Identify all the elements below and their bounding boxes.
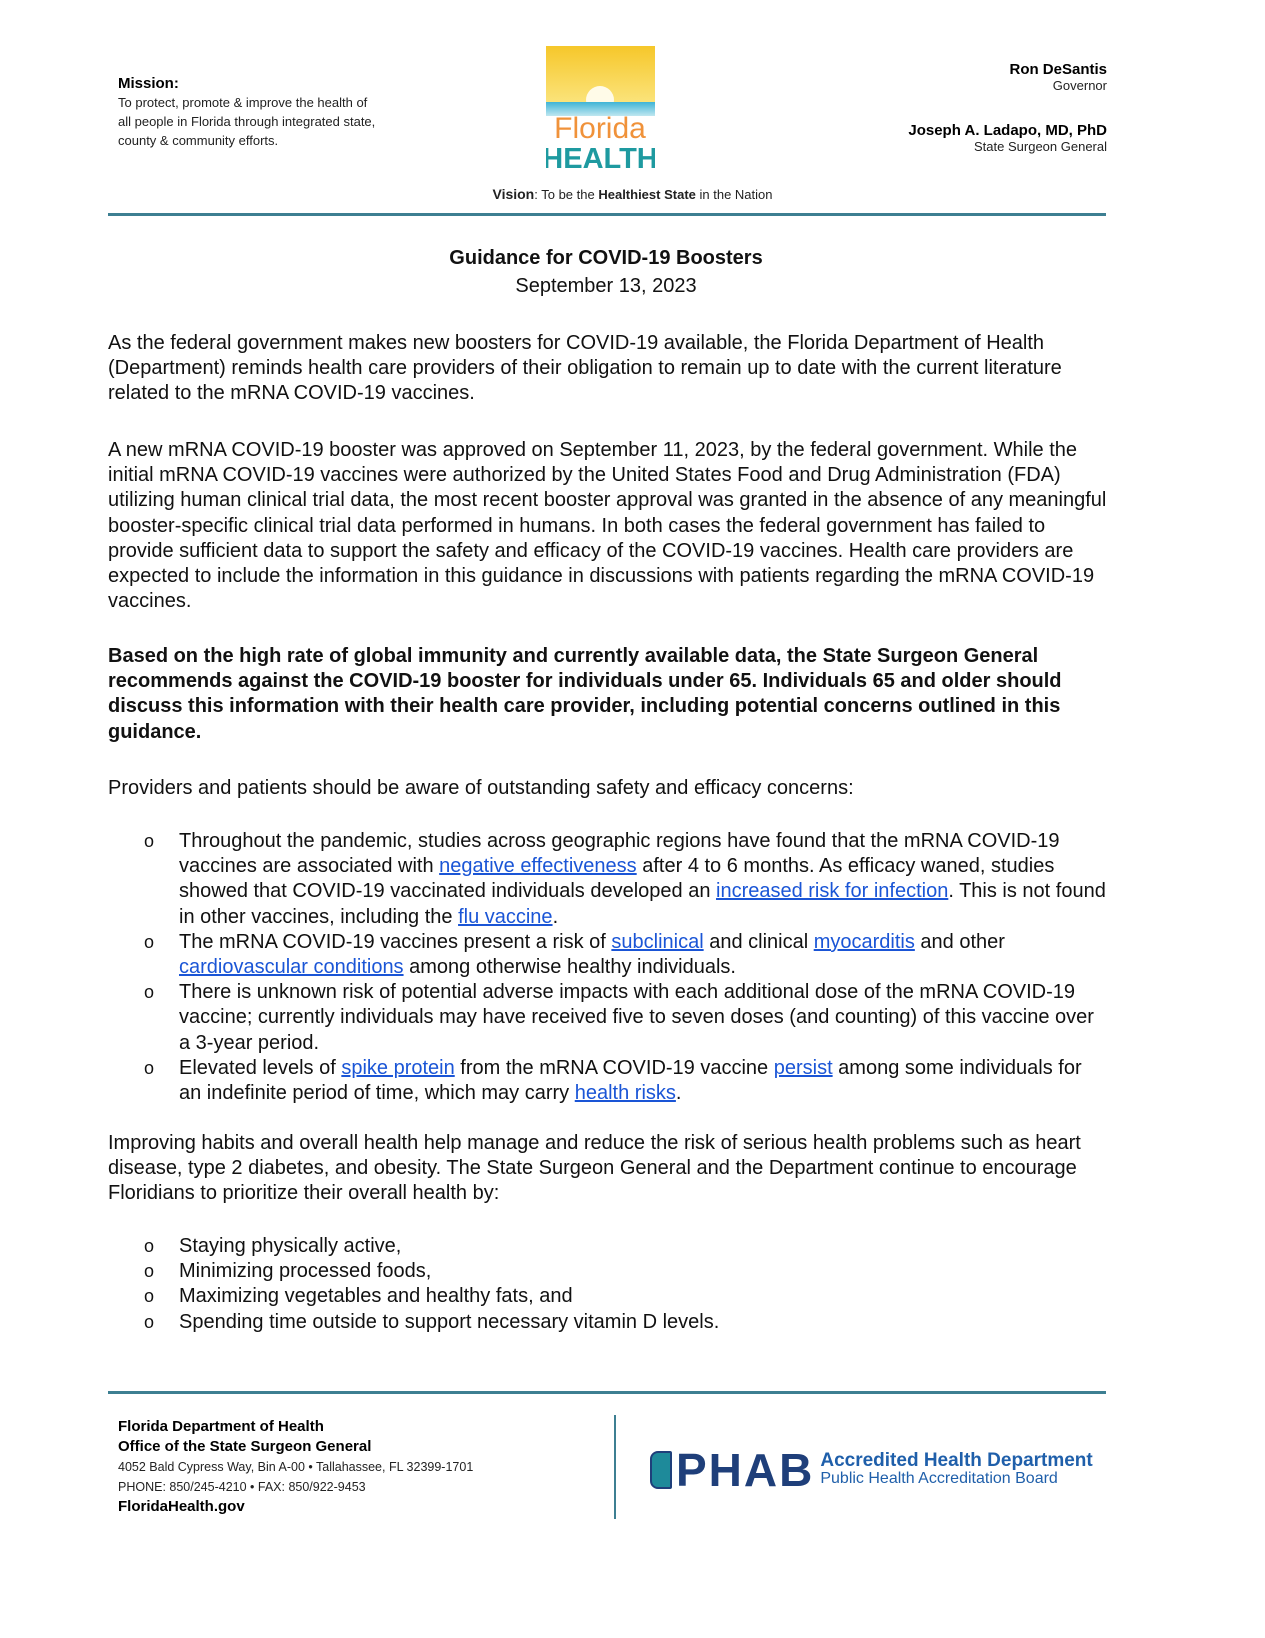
list-item: o Spending time outside to support necessary vitamin D levels. — [144, 1310, 720, 1333]
footer-address: 4052 Bald Cypress Way, Bin A-00 • Tallahassee, FL 32399-1701 — [118, 1460, 474, 1474]
intro-paragraph: As the federal government makes new boosters for COVID-19 available, the Florida Department of Health (Department) reminds health care providers of their obligation to remain up to date with the current literature related to the mRNA COVID-19 vaccines. — [108, 332, 1062, 405]
link-persist[interactable]: persist — [773, 1056, 833, 1079]
governor-title: Governor — [1052, 78, 1107, 93]
header-divider — [108, 213, 1106, 216]
mission-label: Mission — [118, 75, 174, 92]
link-subclinical[interactable]: subclinical — [611, 930, 704, 953]
svg-text:HEALTH: HEALTH — [546, 143, 655, 170]
link-spike-protein[interactable]: spike protein — [341, 1056, 455, 1079]
surgeon-name: Joseph A. Ladapo, MD, PhD — [908, 122, 1107, 139]
svg-text:Florida: Florida — [554, 112, 646, 145]
list-item: o Maximizing vegetables and healthy fats, and — [144, 1285, 573, 1308]
footer-org: Florida Department of Health — [118, 1418, 324, 1435]
list-item: o Minimizing processed foods, — [144, 1260, 432, 1283]
governor-block — [1009, 61, 1107, 93]
document-date: September 13, 2023 — [515, 275, 697, 297]
list-item: o The mRNA COVID-19 vaccines present a risk of subclinical and clinical myocarditis and other cardiovascular conditions among otherwise healthy individuals. — [144, 930, 1005, 979]
link-health-risks[interactable]: health risks — [574, 1082, 676, 1105]
surgeon-general-block — [908, 122, 1107, 154]
surgeon-title: State Surgeon General — [974, 139, 1107, 154]
page-title: Guidance for COVID-19 Boosters — [449, 247, 763, 269]
phab-emblem-icon — [650, 1451, 672, 1489]
mission-text: To protect, promote & improve the health of all people in Florida through integrated state, county & community efforts. — [118, 95, 376, 148]
mission-statement: Mission: To protect, promote & improve the health of all people in Florida through integrated state, county & community efforts. — [118, 75, 376, 148]
link-myocarditis[interactable]: myocarditis — [813, 930, 915, 953]
vision-statement: Vision: To be the Healthiest State in the Nation — [492, 186, 773, 202]
list-item: o There is unknown risk of potential adverse impacts with each additional dose of the mRNA COVID-19 vaccine; currently individuals may have received five to seven doses (and counting) of this vaccine over a 3-year period. — [144, 981, 1094, 1054]
recommendation-paragraph: Based on the high rate of global immunity and currently available data, the State Surgeon General recommends against the COVID-19 booster for individuals under 65. Individuals 65 and older should discuss this information with their health care provider, including potential concerns outlined in this guidance. — [108, 645, 1062, 743]
footer-office: Office of the State Surgeon General — [118, 1438, 372, 1455]
link-cardiovascular-conditions[interactable]: cardiovascular conditions — [179, 956, 404, 979]
concerns-list — [108, 829, 1108, 1106]
footer-vertical-divider — [614, 1415, 616, 1519]
link-flu-vaccine[interactable]: flu vaccine — [458, 905, 553, 928]
booster-approval-paragraph: A new mRNA COVID-19 booster was approved on September 11, 2023, by the federal government. While the initial mRNA COVID-19 vaccines were authorized by the United States Food and Drug Administration (FDA) utilizing human clinical trial data, the most recent booster approval was granted in the absence of any meaningful booster-specific clinical trial data performed in humans. In both cases the federal government has failed to provide sufficient data to support the safety and efficacy of the COVID-19 vaccines. Health care providers are expected to include the information in this guidance in discussions with patients regarding the mRNA COVID-19 vaccines. — [108, 439, 1107, 613]
list-item: o Elevated levels of spike protein from the mRNA COVID-19 vaccine persist among some individuals for an indefinite period of time, which may carry health risks. — [144, 1056, 1082, 1105]
habits-list — [108, 1234, 1108, 1335]
habits-intro: Improving habits and overall health help manage and reduce the risk of serious health problems such as heart disease, type 2 diabetes, and obesity. The State Surgeon General and the Department continue to encourage Floridians to prioritize their overall health by: — [108, 1132, 1081, 1205]
florida-health-logo — [546, 46, 655, 170]
footer-divider — [108, 1391, 1106, 1394]
governor-name: Ron DeSantis — [1009, 61, 1107, 78]
phab-logo: PHAB Accredited Health Department Public Health Accreditation Board — [650, 1450, 1093, 1490]
footer-phone: PHONE: 850/245-4210 • FAX: 850/922-9453 — [118, 1480, 366, 1494]
footer-contact — [118, 1417, 473, 1517]
list-item: o Staying physically active, — [144, 1235, 402, 1257]
list-item: o Throughout the pandemic, studies across geographic regions have found that the mRNA COVID-19 vaccines are associated with negative effectiveness after 4 to 6 months. As efficacy waned, studies showed that COVID-19 vaccinated individuals developed an increased risk for infection. This is not found in other vaccines, including the flu vaccine. — [144, 830, 1106, 928]
link-negative-effectiveness[interactable]: negative effectiveness — [439, 855, 637, 878]
concerns-intro: Providers and patients should be aware of outstanding safety and efficacy concerns: — [108, 777, 854, 799]
link-increased-risk-for-infection[interactable]: increased risk for infection — [716, 880, 949, 903]
footer-website[interactable]: FloridaHealth.gov — [118, 1498, 245, 1515]
